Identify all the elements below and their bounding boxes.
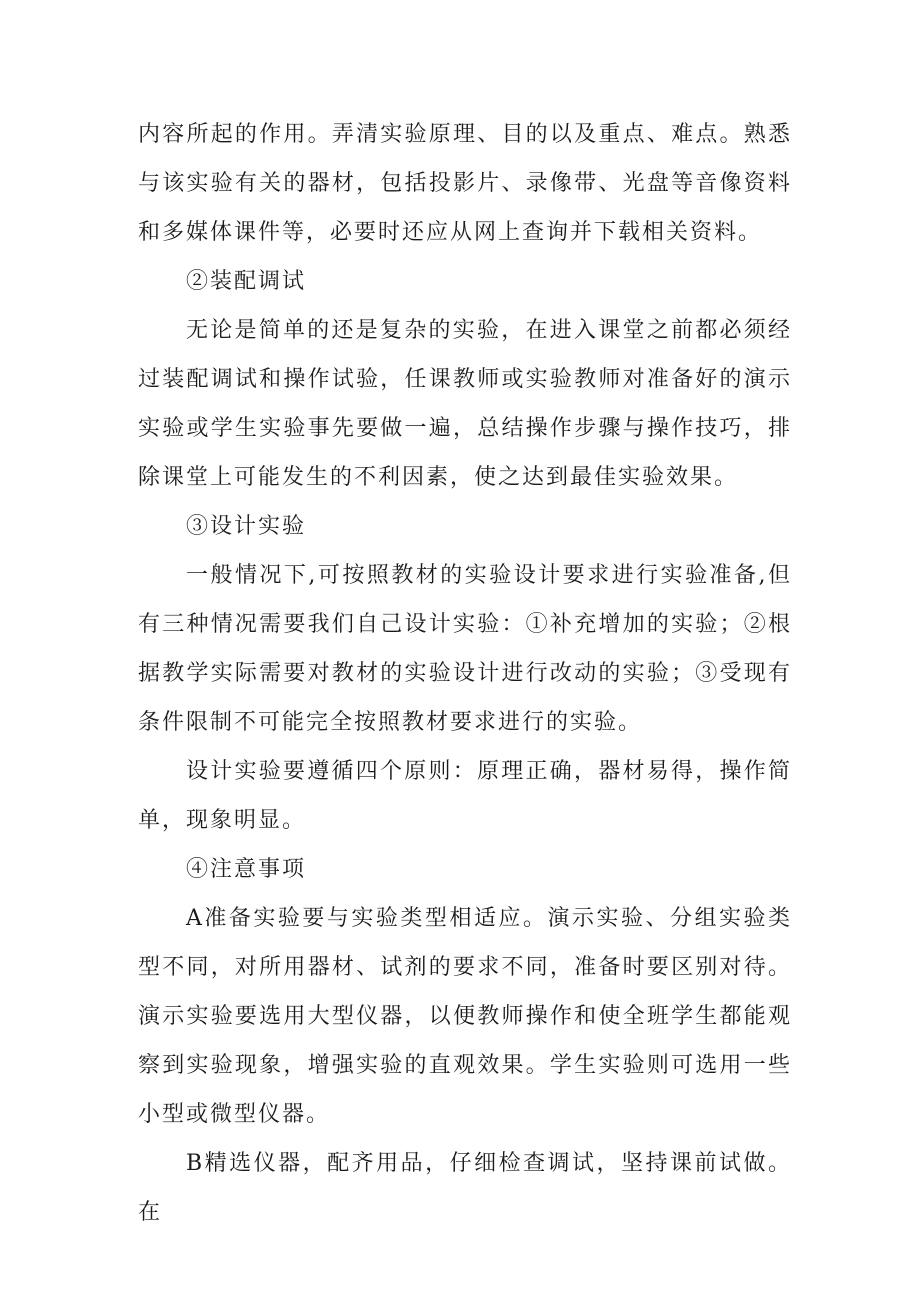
- paragraph-note-a: A准备实验要与实验类型相适应。演示实验、分组实验类型不同，对所用器材、试剂的要求不同，准备时要区别对待。演示实验要选用大型仪器，以便教师操作和使全班学生都能观察到实验现象，增强实验的直观效果。学生实验则可选用一些小型或微型仪器。: [138, 906, 792, 1127]
- section-heading-design-experiment: ③设计实验: [186, 514, 307, 539]
- section-heading-notes: ④注意事项: [186, 857, 307, 882]
- paragraph-design-situations: 一般情况下,可按照教材的实验设计要求进行实验准备,但有三种情况需要我们自己设计实验：①补充增加的实验；②根据教学实际需要对教材的实验设计进行改动的实验；③受现有条件限制不可能完全按照教材要求进行的实验。: [138, 563, 792, 735]
- section-heading-assembly-debugging: ②装配调试: [186, 269, 307, 294]
- paragraph-assembly-debugging: 无论是简单的还是复杂的实验，在进入课堂之前都必须经过装配调试和操作试验，任课教师或实验教师对准备好的演示实验或学生实验事先要做一遍，总结操作步骤与操作技巧，排除课堂上可能发生的不利因素，使之达到最佳实验效果。: [138, 318, 792, 490]
- paragraph-note-b: B精选仪器，配齐用品，仔细检查调试，坚持课前试做。在: [138, 1151, 792, 1225]
- paragraph-continuation: 内容所起的作用。弄清实验原理、目的以及重点、难点。熟悉与该实验有关的器材，包括投影片、录像带、光盘等音像资料和多媒体课件等，必要时还应从网上查询并下载相关资料。: [138, 122, 792, 245]
- paragraph-design-principles: 设计实验要遵循四个原则：原理正确，器材易得，操作简单，现象明显。: [138, 759, 792, 833]
- document-body: [138, 110, 792, 1237]
